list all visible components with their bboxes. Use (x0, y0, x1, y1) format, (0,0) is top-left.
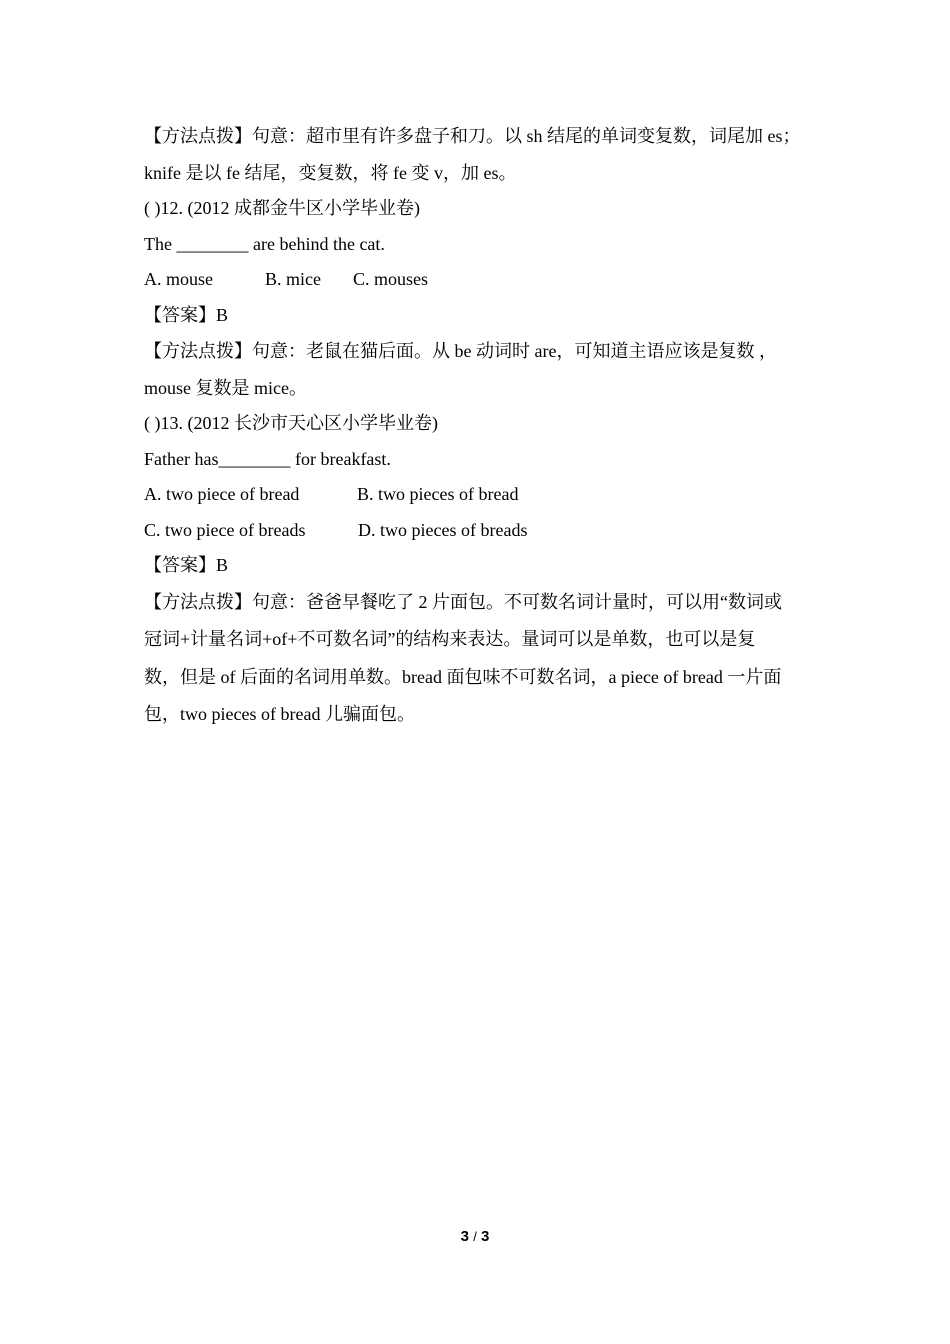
q12-options (144, 262, 824, 298)
q13-option-a: A. two piece of bread (144, 484, 300, 504)
q12-heading: ( )12. (2012 成都金牛区小学毕业卷) (144, 198, 420, 218)
q13-explanation-line-1: 【方法点拨】句意：爸爸早餐吃了 2 片面包。不可数名词计量时，可以用“数词或 (144, 591, 782, 612)
q13-heading: ( )13. (2012 长沙市天心区小学毕业卷) (144, 413, 438, 433)
q13-explanation-line-3: 数，但是 of 后面的名词用单数。bread 面包味不可数名词，a piece of bread 一片面 (144, 666, 782, 687)
q12-explanation-line-2: mouse 复数是 mice。 (144, 377, 307, 398)
q12-option-c: C. mouses (353, 269, 429, 289)
q12-stem: The ________ are behind the cat. (144, 233, 385, 254)
document-body (144, 118, 824, 734)
q13-explanation-line-2: 冠词+计量名词+of+不可数名词”的结构来表达。量词可以是单数，也可以是复 (144, 629, 756, 649)
q13-options-row-2 (144, 513, 824, 549)
q12-option-a: A. mouse (144, 269, 213, 289)
page-number-separator: / (473, 1229, 477, 1244)
q13-options-row-1 (144, 477, 824, 513)
q13-option-d: D. two pieces of breads (358, 519, 528, 540)
q13-stem: Father has________ for breakfast. (144, 448, 391, 469)
q12-explanation-line-1: 【方法点拨】句意：老鼠在猫后面。从 be 动词时 are，可知道主语应该是复数 ， (144, 341, 777, 361)
q13-option-b: B. two pieces of bread (357, 484, 519, 504)
page-number (0, 1228, 950, 1245)
q13-answer: 【答案】B (144, 555, 229, 575)
q11-explanation-line-1: 【方法点拨】句意：超市里有许多盘子和刀。以 sh 结尾的单词变复数，词尾加 es； (144, 126, 801, 146)
q12-answer: 【答案】B (144, 304, 229, 325)
q11-explanation-line-2: knife 是以 fe 结尾，变复数，将 fe 变 v，加 es。 (144, 162, 517, 183)
page-number-current: 3 (460, 1228, 470, 1245)
q13-explanation-line-4: 包，two pieces of bread 儿骗面包。 (144, 704, 415, 724)
q12-option-b: B. mice (265, 269, 321, 289)
q13-option-c: C. two piece of breads (144, 519, 306, 540)
page-number-total: 3 (480, 1228, 490, 1245)
